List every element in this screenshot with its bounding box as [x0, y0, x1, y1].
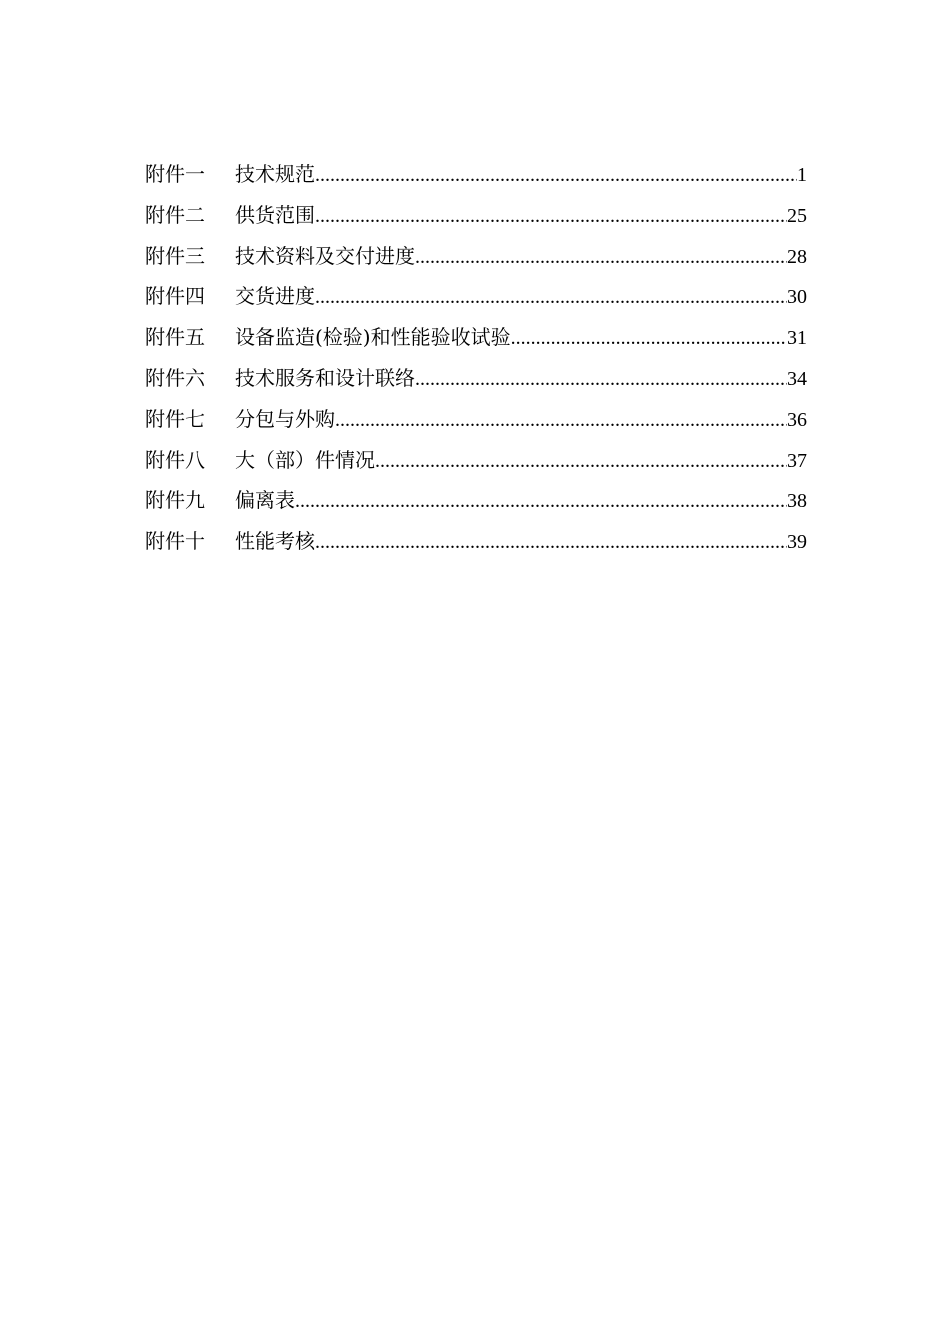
toc-entry[interactable] [145, 399, 807, 440]
toc-entry-title: 技术服务和设计联络 [235, 365, 415, 390]
toc-entry-page: 37 [787, 449, 807, 472]
toc-entry-number: 附件一 [145, 162, 205, 186]
toc-dot-leader [511, 318, 787, 359]
toc-entry-page: 36 [787, 408, 807, 431]
toc-entry-number: 附件二 [145, 202, 205, 227]
toc-entry-page: 34 [787, 367, 807, 390]
table-of-contents [145, 154, 807, 562]
toc-entry[interactable] [145, 440, 807, 481]
toc-entry-number: 附件五 [145, 325, 205, 350]
toc-entry[interactable] [145, 480, 807, 521]
toc-entry[interactable] [145, 317, 807, 358]
toc-entry-title: 设备监造(检验)和性能验收试验 [235, 325, 511, 350]
toc-entry-title: 大（部）件情况 [235, 447, 375, 472]
toc-entry-page: 1 [797, 164, 807, 186]
toc-entry-title: 技术资料及交付进度 [235, 243, 415, 268]
toc-dot-leader [415, 237, 787, 278]
toc-entry-page: 31 [787, 327, 807, 350]
toc-dot-leader [375, 441, 787, 482]
toc-dot-leader [315, 277, 787, 318]
toc-entry-number: 附件四 [145, 284, 205, 309]
toc-dot-leader [335, 400, 787, 441]
toc-entry-page: 30 [787, 286, 807, 309]
toc-entry-number: 附件六 [145, 365, 205, 390]
toc-entry-title: 性能考核 [235, 529, 315, 554]
toc-entry-number: 附件九 [145, 488, 205, 513]
toc-entry-title: 交货进度 [235, 284, 315, 309]
toc-entry-number: 附件三 [145, 243, 205, 268]
toc-entry-page: 39 [787, 531, 807, 554]
toc-entry-number: 附件八 [145, 447, 205, 472]
toc-entry-number: 附件十 [145, 529, 205, 554]
toc-entry-page: 28 [787, 245, 807, 268]
toc-entry[interactable] [145, 521, 807, 562]
toc-entry-page: 38 [787, 490, 807, 513]
toc-entry[interactable] [145, 236, 807, 277]
toc-entry[interactable] [145, 195, 807, 236]
toc-entry-title: 供货范围 [235, 202, 315, 227]
toc-entry-page: 25 [787, 204, 807, 227]
toc-entry-title: 分包与外购 [235, 406, 335, 431]
toc-dot-leader [315, 522, 787, 563]
toc-entry-title: 技术规范 [235, 162, 315, 186]
toc-dot-leader [295, 481, 787, 522]
toc-entry[interactable] [145, 358, 807, 399]
toc-entry[interactable] [145, 154, 807, 195]
toc-entry-title: 偏离表 [235, 488, 295, 513]
toc-dot-leader [315, 155, 797, 196]
toc-entry[interactable] [145, 276, 807, 317]
toc-dot-leader [315, 196, 787, 237]
toc-dot-leader [415, 359, 787, 400]
toc-entry-number: 附件七 [145, 406, 205, 431]
